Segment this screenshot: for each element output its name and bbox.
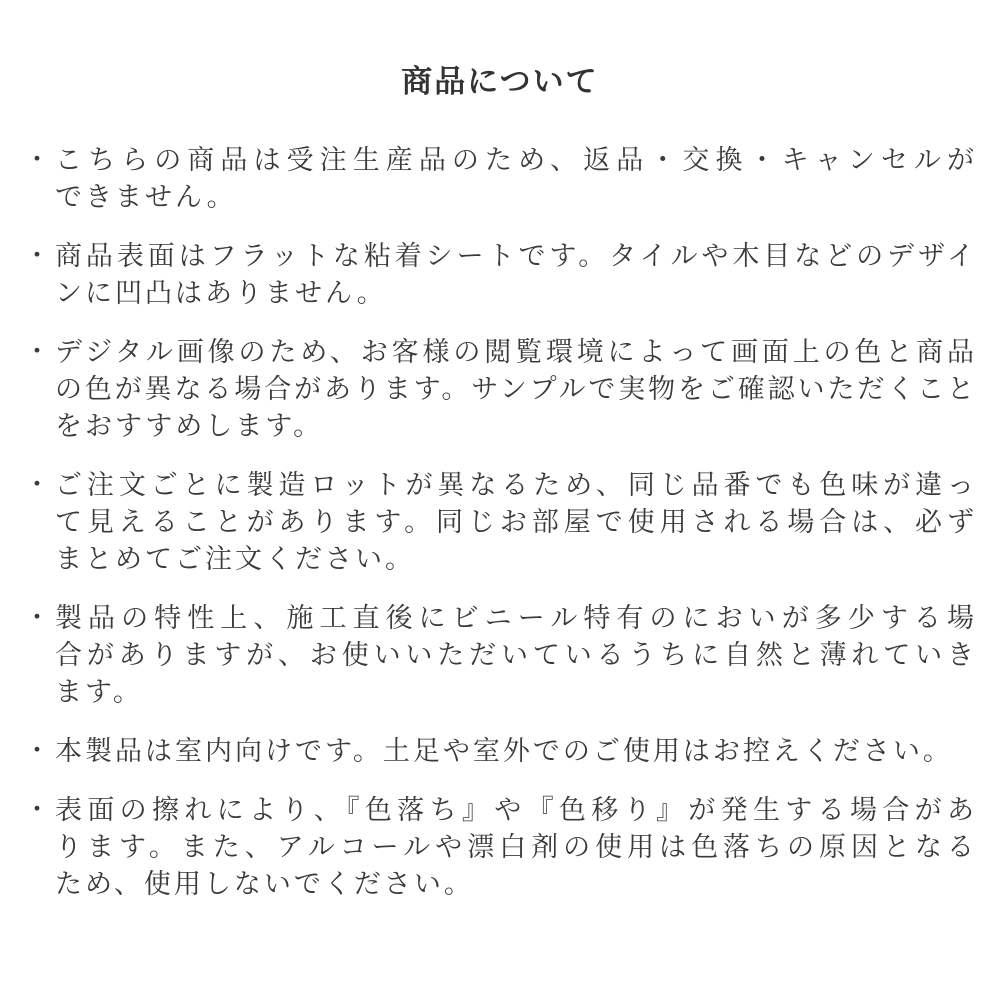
bullet-icon: ・ [24, 603, 51, 633]
list-item [24, 733, 974, 770]
list-item [24, 334, 974, 445]
list-item-text-line: ご注文ごとに製造ロットが異なるため、同じ品番でも色味が違っ [55, 470, 974, 501]
list-item-text-line: こちらの商品は受注生産品のため、返品・交換・キャンセルが [55, 145, 974, 176]
list-item [24, 238, 974, 312]
list-item-text-line: て見えることがあります。同じお部屋で使用される場合は、必ず [55, 507, 974, 538]
bullet-icon: ・ [24, 736, 51, 766]
list-item-text-line: の色が異なる場合があります。サンプルで実物をご確認いただくこと [55, 374, 974, 405]
list-item-text-line: ります。また、アルコールや漂白剤の使用は色落ちの原因となる [55, 832, 974, 863]
bullet-icon: ・ [24, 470, 51, 500]
notice-list [24, 142, 974, 925]
list-item-text-line: 表面の擦れにより、『色落ち』や『色移り』が発生する場合があ [55, 795, 974, 826]
list-item [24, 600, 974, 711]
list-item-text-line: をおすすめします。 [55, 411, 324, 442]
bullet-icon: ・ [24, 241, 51, 271]
list-item-text-line: まとめてご注文ください。 [55, 544, 415, 575]
list-item-text-line: ンに凹凸はありません。 [55, 278, 387, 309]
list-item-text-line: ます。 [55, 677, 143, 708]
list-item [24, 142, 974, 216]
page-title: 商品について [401, 64, 599, 100]
bullet-icon: ・ [24, 337, 51, 367]
list-item-text-line: できません。 [55, 182, 237, 213]
bullet-icon: ・ [24, 145, 51, 175]
list-item [24, 792, 974, 903]
list-item-text-line: 商品表面はフラットな粘着シートです。タイルや木目などのデザイ [55, 241, 974, 272]
list-item-text-line: ため、使用しないでください。 [55, 869, 474, 900]
list-item-text-line: デジタル画像のため、お客様の閲覧環境によって画面上の色と商品 [55, 337, 974, 368]
bullet-icon: ・ [24, 795, 51, 825]
list-item-text-line: 本製品は室内向けです。土足や室外でのご使用はお控えください。 [55, 736, 953, 767]
list-item-text-line: 合がありますが、お使いいただいているうちに自然と薄れていき [55, 640, 974, 671]
list-item-text-line: 製品の特性上、施工直後にビニール特有のにおいが多少する場 [55, 603, 974, 634]
list-item [24, 467, 974, 578]
